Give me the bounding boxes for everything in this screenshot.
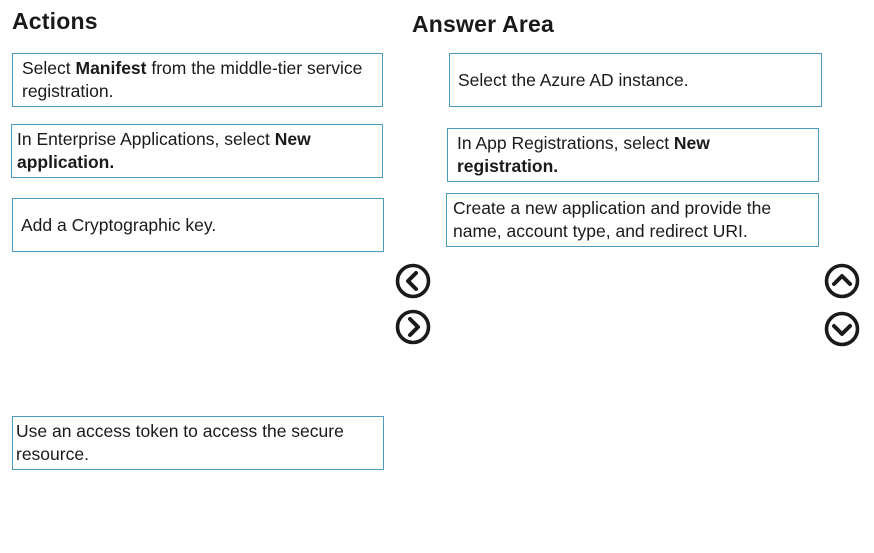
answer-item-text: In App Registrations, select New registration. <box>457 133 710 176</box>
answer-item-azure-ad-instance[interactable] <box>449 53 822 107</box>
move-left-button[interactable] <box>395 263 431 299</box>
answer-item-text: Select the Azure AD instance. <box>458 69 689 90</box>
chevron-up-circle-icon <box>824 263 860 299</box>
action-item-select-manifest[interactable] <box>12 53 383 107</box>
move-right-button[interactable] <box>395 309 431 345</box>
answer-area-heading: Answer Area <box>412 11 554 37</box>
move-down-button[interactable] <box>824 311 860 347</box>
action-item-access-token[interactable] <box>12 416 384 470</box>
move-up-button[interactable] <box>824 263 860 299</box>
chevron-down-circle-icon <box>824 311 860 347</box>
action-item-cryptographic-key[interactable] <box>12 198 384 252</box>
chevron-right-circle-icon <box>395 309 431 345</box>
action-item-new-application[interactable] <box>11 124 383 178</box>
actions-heading: Actions <box>12 8 98 34</box>
action-item-text: Select Manifest from the middle-tier service registration. <box>22 58 363 101</box>
action-item-text: Use an access token to access the secure resource. <box>16 421 344 464</box>
answer-item-text: Create a new application and provide the name, account type, and redirect URI. <box>453 198 772 241</box>
chevron-left-circle-icon <box>395 263 431 299</box>
action-item-text: Add a Cryptographic key. <box>21 214 217 235</box>
action-item-text: In Enterprise Applications, select New application. <box>17 129 311 172</box>
answer-item-new-registration[interactable] <box>447 128 819 182</box>
answer-item-create-application[interactable] <box>446 193 819 247</box>
